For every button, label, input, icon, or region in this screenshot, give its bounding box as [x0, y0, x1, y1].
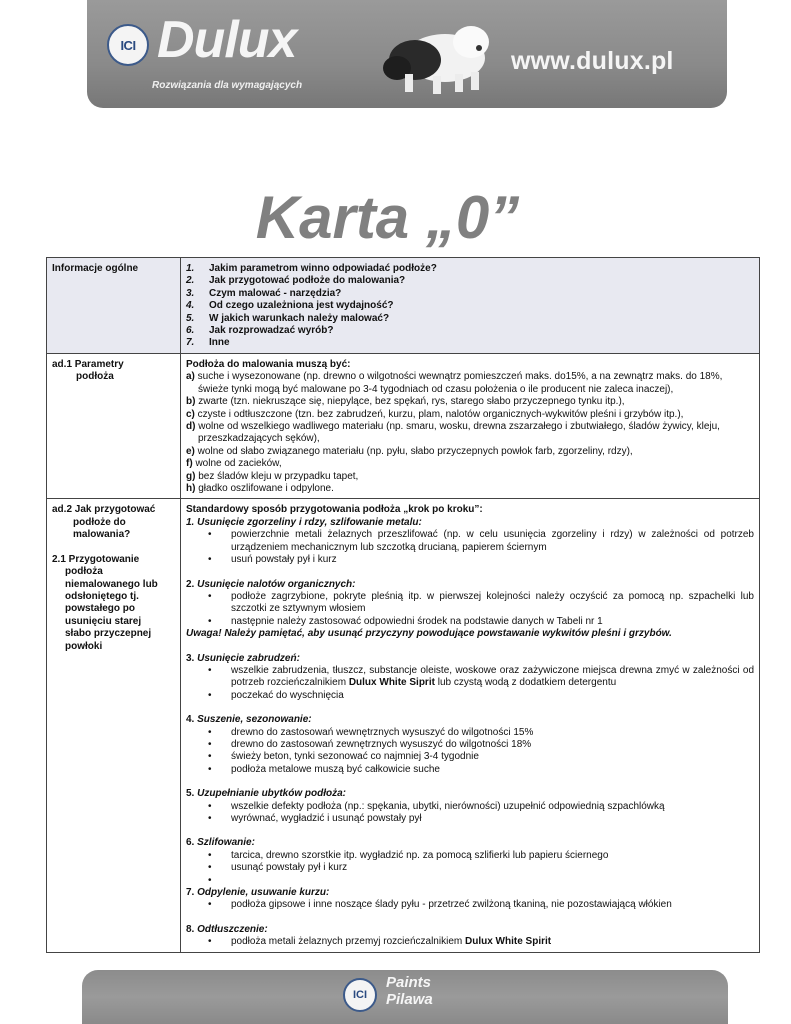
ad1-item: a) suche i wysezonowane (np. drewno o wilgotności wewnątrz pomieszczeń maks. do15%, a na zewnątrz maks. do 18%,	[186, 371, 723, 383]
step-1-list	[186, 529, 754, 566]
bullet-icon: •	[208, 529, 212, 541]
ad1-item-cont: przeszkadzających sęków),	[198, 433, 320, 445]
question-item: 6. Jak rozprowadzać wyrób?	[186, 325, 334, 337]
row-label-general	[47, 258, 181, 354]
bullet-icon: •	[208, 800, 212, 812]
brand-tagline: Rozwiązania dla wymagających	[152, 80, 303, 91]
ad2-label-line: podłoża	[65, 566, 103, 578]
website-link[interactable]: www.dulux.pl	[511, 47, 674, 75]
bullet-icon: •	[208, 738, 212, 750]
row-label-ad1	[47, 354, 181, 499]
bullet-icon: •	[208, 590, 212, 602]
ad1-item: d) wolne od wszelkiego wadliwego materiału (np. smaru, wosku, drewna zszarzałego i zbutwiałego, śladów żywicy, kleju,	[186, 421, 720, 433]
step-1-title: 1. Usunięcie zgorzeliny i rdzy, szlifowanie metalu:	[186, 516, 422, 528]
bullet-icon: •	[208, 874, 212, 886]
row-label-ad2	[47, 499, 181, 952]
dulux-brand-logo: Dulux	[157, 11, 297, 69]
bullet-icon: •	[208, 726, 212, 738]
ici-footer-logo-text: ICI	[352, 989, 368, 1001]
ad2-label-line: odsłoniętego tj.	[65, 590, 139, 602]
ad2-label-line: ad.2 Jak przygotować	[52, 504, 156, 516]
table-row-ad1	[47, 354, 760, 499]
list-item: • usuń powstały pył i kurz	[208, 554, 337, 566]
sheepdog-icon	[375, 20, 495, 96]
list-item: • tarcica, drewno szorstkie itp. wygładzić np. za pomocą szlifierki lub papieru ściernego	[208, 849, 609, 861]
list-item: • wszelkie zabrudzenia, tłuszcz, substancje oleiste, woskowe oraz zażywiczone miejsca drewna zmyć w zależności od potrzeb rozcieńczalnikiem Dulux White Siprit lub czystą wodą z dodatkiem detergentu	[208, 664, 754, 689]
step-2-list	[186, 591, 754, 628]
list-item: • powierzchnie metali żelaznych przeszlifować (np. w celu usunięcia zgorzeliny i rdzy) w zależności od potrzeb urządzeniem mechanicznym lub szczotką drucianą, papierem ściernym	[208, 529, 754, 553]
step-5-list	[186, 801, 754, 826]
step-6-title: 6. Szlifowanie:	[186, 837, 255, 849]
list-item: • poczekać do wyschnięcia	[208, 689, 344, 701]
ad2-label-line: malowania?	[73, 529, 131, 541]
questions-cell	[181, 258, 760, 354]
list-item	[208, 875, 754, 887]
step-7-list	[186, 899, 754, 911]
step-4-list	[186, 727, 754, 777]
list-item: • podłoża gipsowe i inne noszące ślady pyłu - przetrzeć zwilżoną tkaniną, nie pozostawiającą włókien	[208, 899, 672, 911]
table-row-ad2	[47, 499, 760, 952]
list-item: • świeży beton, tynki sezonować co najmniej 3-4 tygodnie	[208, 751, 479, 763]
ad1-item: e) wolne od słabo związanego materiału (np. pyłu, słabo przyczepnych powłok farb, zgorzeliny, rdzy),	[186, 445, 633, 457]
ad2-heading: Standardowy sposób przygotowania podłoża „krok po kroku”:	[186, 504, 483, 516]
ad1-heading: Podłoża do malowania muszą być:	[186, 359, 351, 370]
step-7-title: 7. Odpylenie, usuwanie kurzu:	[186, 887, 330, 899]
bullet-icon: •	[208, 689, 212, 701]
ad1-item: f) wolne od zacieków,	[186, 458, 282, 470]
step-4-title: 4. Suszenie, sezonowanie:	[186, 714, 312, 726]
general-label: Informacje ogólne	[52, 263, 139, 274]
bullet-icon: •	[208, 899, 212, 911]
ad2-label-line: usunięciu starej	[65, 615, 142, 627]
list-item: • następnie należy zastosować odpowiedni środek na podstawie danych w Tabeli nr 1	[208, 615, 603, 627]
ici-footer-logo	[343, 978, 377, 1012]
footer-line: Paints	[386, 974, 432, 991]
ad1-label-line: ad.1 Parametry	[52, 359, 124, 370]
ad2-label-line: podłoże do	[73, 516, 126, 528]
list-item: • podłoża metalowe muszą być całkowicie suche	[208, 763, 440, 775]
list-item: • usunąć powstały pył i kurz	[208, 862, 348, 874]
page-title: Karta „0”	[255, 184, 520, 251]
list-item: • drewno do zastosowań zewnętrznych wysuszyć do wilgotności 18%	[208, 738, 532, 750]
step-5-title: 5. Uzupełnianie ubytków podłoża:	[186, 788, 347, 800]
bullet-icon: •	[208, 862, 212, 874]
step-2-title: 2. Usunięcie nalotów organicznych:	[186, 578, 356, 590]
questions-list	[186, 263, 754, 350]
bullet-icon: •	[208, 813, 212, 824]
bullet-icon: •	[208, 751, 212, 763]
ad2-label-line: powłoki	[65, 640, 103, 652]
question-item: 2. Jak przygotować podłoże do malowania?	[186, 275, 406, 287]
ad1-item: h) gładko oszlifowane i odpylone.	[186, 483, 334, 495]
ad2-label-line: powstałego po	[65, 603, 135, 615]
list-item: • podłoże zagrzybione, pokryte pleśnią itp. w pierwszej kolejności należy oczyścić za pomocą np. szpachelki lub szczotki ze sztywnym włosiem	[208, 590, 754, 615]
bullet-icon: •	[208, 664, 212, 676]
header-banner	[87, 0, 727, 108]
ad1-item: b) zwarte (tzn. niekruszące się, niepylące, bez spękań, rys, starego słabo przyczepnego tynku itp.),	[186, 396, 625, 408]
bullet-icon: •	[208, 554, 212, 566]
bullet-icon: •	[208, 763, 212, 775]
list-item: • podłoża metali żelaznych przemyj rozcieńczalnikiem Dulux White Spirit	[208, 936, 552, 948]
question-item: 4. Od czego uzależniona jest wydajność?	[186, 300, 394, 312]
bullet-icon: •	[208, 615, 212, 627]
ad1-item: g) bez śladów kleju w przypadku tapet,	[186, 470, 359, 482]
footer-brand	[386, 974, 433, 1008]
question-item: 1. Jakim parametrom winno odpowiadać podłoże?	[186, 263, 437, 274]
ad2-content-cell	[181, 499, 760, 952]
bullet-icon: •	[208, 936, 212, 948]
footer-banner	[82, 970, 728, 1024]
step-3-list	[186, 665, 754, 702]
list-item: • wyrównać, wygładzić i usunąć powstały pył	[208, 813, 422, 824]
ici-logo-badge	[107, 24, 149, 66]
list-item: • drewno do zastosowań wewnętrznych wysuszyć do wilgotności 15%	[208, 726, 534, 738]
ad1-content-cell	[181, 354, 760, 499]
table-row-general	[47, 258, 760, 354]
ici-logo-text: ICI	[120, 37, 136, 53]
question-item: 7. Inne	[186, 337, 230, 349]
footer-line: Pilawa	[386, 991, 433, 1008]
step-6-list	[186, 850, 754, 887]
question-item: 3. Czym malować - narzędzia?	[186, 287, 342, 299]
ad1-label-line: podłoża	[76, 371, 114, 383]
step-3-title: 3. Usunięcie zabrudzeń:	[186, 652, 300, 664]
question-item: 5. W jakich warunkach należy malować?	[186, 312, 390, 324]
warning-note: Uwaga! Należy pamiętać, aby usunąć przyczyny powodujące powstawanie wykwitów pleśni i grzybów.	[186, 628, 672, 640]
ad1-item-cont: świeże tynki mogą być malowane po 3-4 tygodniach od czasu położenia o ile producent nie zaleca inaczej),	[198, 383, 674, 395]
list-item: • wszelkie defekty podłoża (np.: spękania, ubytki, nierówności) uzupełnić odpowiednią szpachlówką	[208, 800, 665, 812]
bullet-icon: •	[208, 849, 212, 861]
ad2-label-line: słabo przyczepnej	[65, 628, 152, 640]
step-8-title: 8. Odtłuszczenie:	[186, 923, 268, 935]
ad1-item: c) czyste i odtłuszczone (tzn. bez zabrudzeń, kurzu, plam, nalotów organicznych-wykwitów pleśni i grzybów itp.),	[186, 408, 684, 420]
ad2-label-line: niemalowanego lub	[65, 578, 158, 590]
info-table	[46, 257, 760, 953]
ad2-label-line: 2.1 Przygotowanie	[52, 553, 140, 565]
step-8-list	[186, 936, 754, 948]
